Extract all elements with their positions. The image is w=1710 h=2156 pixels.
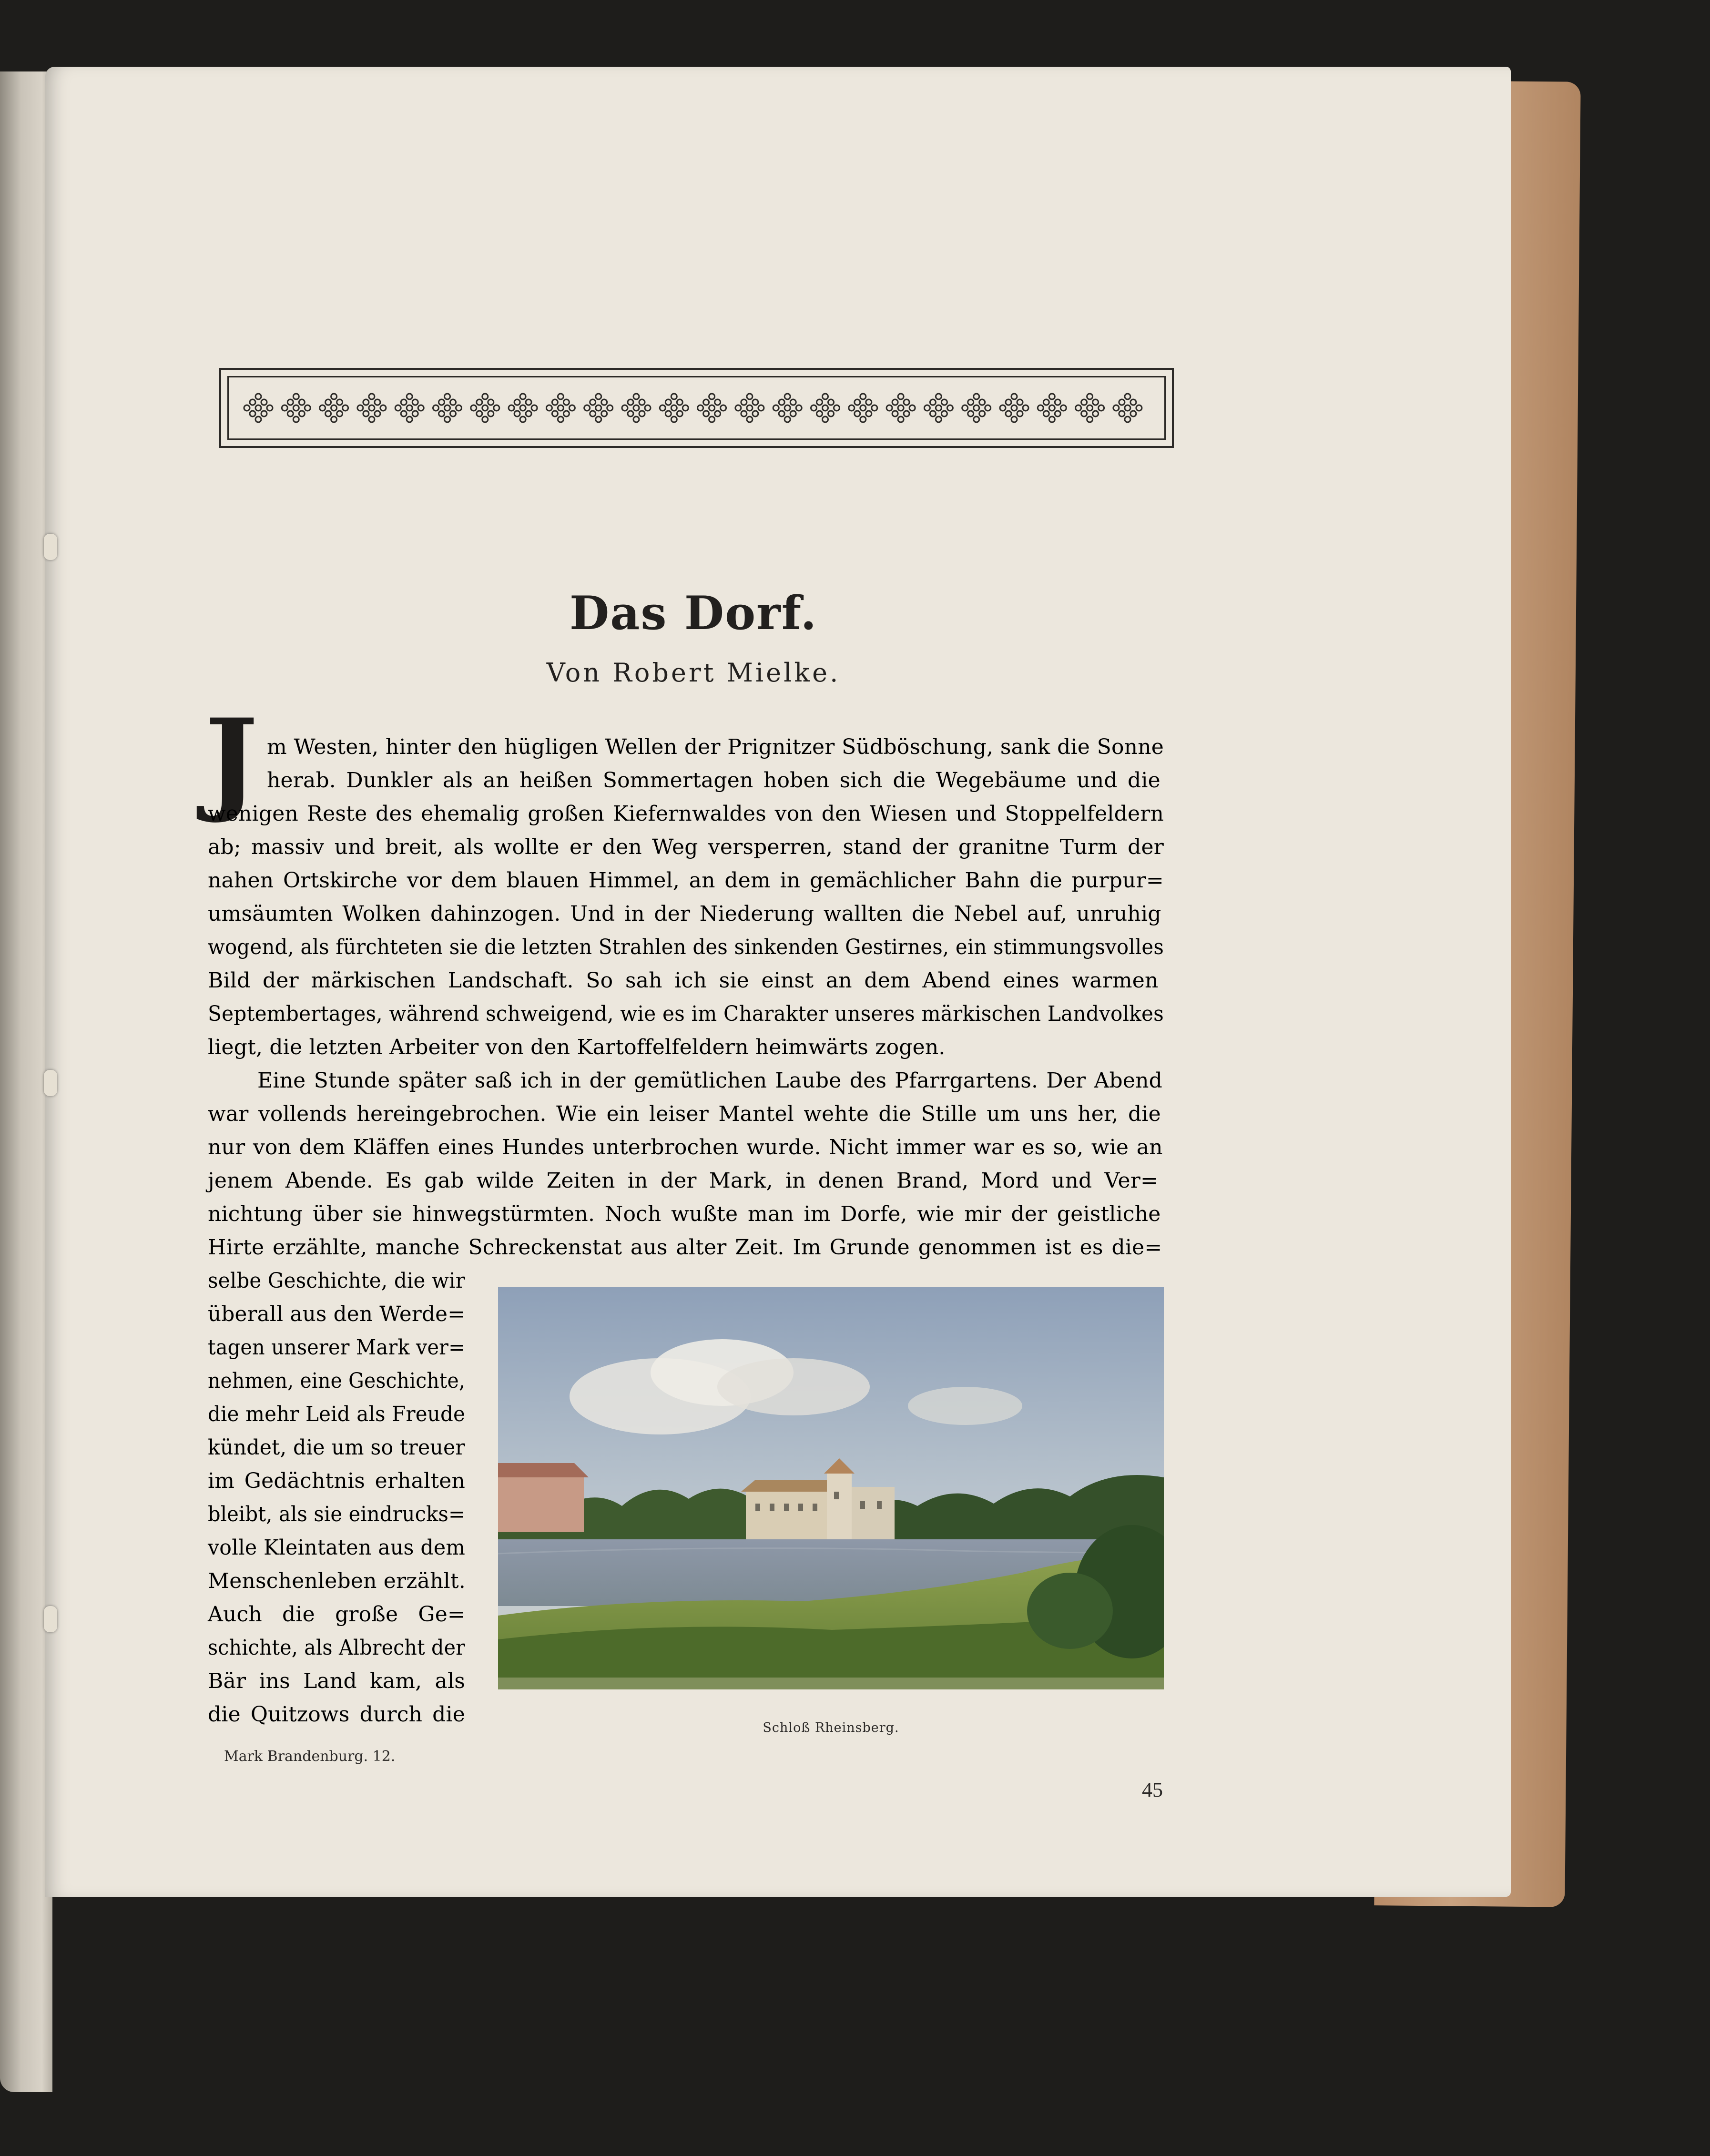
text-line: Septembertages, während schweigend, wie es im Charakter unseres märkischen Landvolkes [208,1002,1164,1026]
diamond-ornament [546,394,575,422]
text-line: herab. Dunkler als an heißen Sommertagen hoben sich die Wegebäume und die [267,768,1160,793]
text-line: kündet, die um so treuer [208,1435,465,1460]
text-line: nahen Ortskirche vor dem blauen Himmel, an dem in gemächlicher Bahn die purpur= [208,868,1164,893]
diamond-ornament [811,394,840,422]
diamond-ornament [962,394,991,422]
text-line: wenigen Reste des ehemalig großen Kiefernwaldes von den Wiesen und Stoppelfeldern [208,802,1164,826]
text-line: Bär ins Land kam, als [208,1669,465,1693]
diamond-ornament [357,394,386,422]
text-line: liegt, die letzten Arbeiter von den Kartoffelfeldern heimwärts zogen. [208,1035,946,1059]
text-line: war vollends hereingebrochen. Wie ein leiser Mantel wehte die Stille um uns her, die [208,1102,1161,1126]
binding-thread [44,1606,57,1632]
text-line: Bild der märkischen Landschaft. So sah ich sie einst an dem Abend eines warmen [208,968,1159,993]
diamond-ornament [735,394,764,422]
text-line: m Westen, hinter den hügligen Wellen der Prignitzer Südböschung, sank die Sonne [267,735,1164,759]
text-line: bleibt, als sie eindrucks= [208,1502,465,1526]
diamond-ornament [395,394,424,422]
text-line: nichtung über sie hinwegstürmten. Noch wußte man im Dorfe, wie mir der geistliche [208,1202,1161,1226]
diamond-ornament [886,394,915,422]
text-line: Eine Stunde später saß ich in der gemütlichen Laube des Pfarrgartens. Der Abend [257,1068,1162,1093]
diamond-ornament [1038,394,1066,422]
diamond-ornament [622,394,651,422]
text-line: Hirte erzählte, manche Schreckenstat aus alter Zeit. Im Grunde genommen ist es die= [208,1235,1162,1260]
text-line: jenem Abende. Es gab wilde Zeiten in der Mark, in denen Brand, Mord und Ver= [208,1169,1159,1193]
text-line: umsäumten Wolken dahinzogen. Und in der Niederung wallten die Nebel auf, unruhig [208,902,1161,926]
ornament-diamond-row [221,370,1172,446]
diamond-ornament [924,394,953,422]
diamond-ornament [773,394,802,422]
castle-lake-illustration [498,1287,1164,1689]
text-line: volle Kleintaten aus dem [208,1536,465,1560]
article-author: Von Robert Mielke. [546,658,841,688]
text-line: nehmen, eine Geschichte, [208,1369,465,1393]
text-line: nur von dem Kläffen eines Hundes unterbrochen wurde. Nicht immer war es so, wie an [208,1135,1163,1159]
diamond-ornament [1113,394,1142,422]
diamond-ornament [1000,394,1028,422]
text-line: die mehr Leid als Freude [208,1402,465,1426]
signature-mark: Mark Brandenburg. 12. [224,1748,396,1765]
diamond-ornament [282,394,310,422]
text-line: ab; massiv und breit, als wollte er den Weg versperren, stand der granitne Turm der [208,835,1164,859]
diamond-ornament [471,394,499,422]
text-line: schichte, als Albrecht der [208,1636,465,1660]
text-line: selbe Geschichte, die wir [208,1269,465,1293]
text-line: Menschenleben erzählt. [208,1569,466,1593]
diamond-ornament [509,394,537,422]
text-line: im Gedächtnis erhalten [208,1469,465,1493]
diamond-ornament [584,394,613,422]
diamond-ornament [698,394,726,422]
photo-caption: Schloß Rheinsberg. [763,1720,899,1735]
text-line: die Quitzows durch die [208,1702,465,1727]
diamond-ornament [660,394,688,422]
page-number: 45 [1142,1778,1163,1801]
text-line: überall aus den Werde= [208,1302,465,1326]
diamond-ornament [320,394,348,422]
photo-schloss-rheinsberg [498,1287,1164,1689]
diamond-ornament [1076,394,1104,422]
diamond-ornament [849,394,877,422]
text-line: wogend, als fürchteten sie die letzten Strahlen des sinkenden Gestirnes, ein stimmungsvolles [208,935,1164,959]
ornament-band [219,368,1174,448]
diamond-ornament [244,394,273,422]
binding-thread [44,1070,57,1096]
text-line: Auch die große Ge= [208,1602,465,1627]
drop-cap: J [205,694,258,826]
binding-thread [44,534,57,560]
article-title: Das Dorf. [569,586,818,640]
diamond-ornament [433,394,462,422]
text-line: tagen unserer Mark ver= [208,1335,465,1360]
